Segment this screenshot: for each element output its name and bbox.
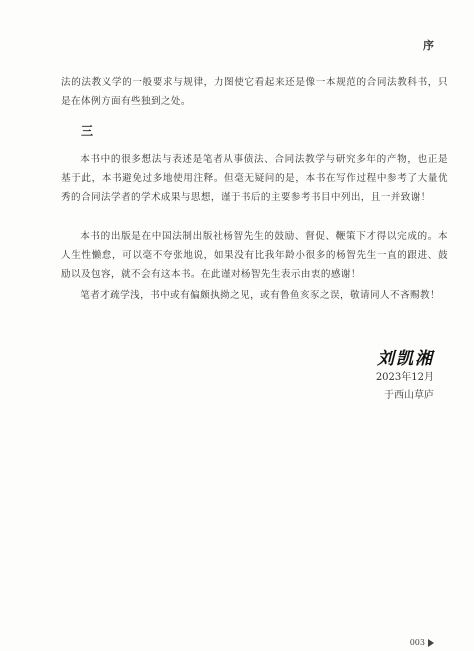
page-number-text: 003	[409, 638, 425, 647]
signature-date: 2023年12月	[375, 372, 434, 383]
paragraph-acknowledgement-editor: 本书的出版是在中国法制出版社杨智先生的鼓励、督促、鞭策下才得以完成的。本人生性懒怠，可以毫不夸张地说，如果没有比我年龄小很多的杨智先生一直的跟进、鼓励以及包容，就不会有这本书。在此谨对杨智先生表示由衷的感谢！	[61, 231, 448, 280]
page-number	[410, 638, 434, 647]
section-heading: 三	[81, 124, 94, 138]
paragraph-acknowledgement-sources: 本书中的很多想法与表述是笔者从事债法、合同法教学与研究多年的产物，也正是基于此，本书避免过多地使用注释。但毫无疑问的是，本书在写作过程中参考了大量优秀的合同法学者的学术成果与思想，谨于书后的主要参考书目中列出，且一并致谢！	[61, 154, 448, 203]
signature-place: 于西山草庐	[384, 390, 434, 401]
paragraph-continued: 法的法教义学的一般要求与规律，力图使它看起来还是像一本规范的合同法教科书，只是在体例方面有些独到之处。	[61, 77, 448, 107]
paragraph-closing: 笔者才疏学浅，书中或有偏颇执拗之见，或有鲁鱼亥豕之误，敬请同人不吝赐教！	[80, 290, 440, 301]
running-head: 序	[423, 39, 434, 52]
author-signature: 刘凯湘	[377, 349, 434, 369]
page-arrow-icon	[428, 639, 434, 647]
